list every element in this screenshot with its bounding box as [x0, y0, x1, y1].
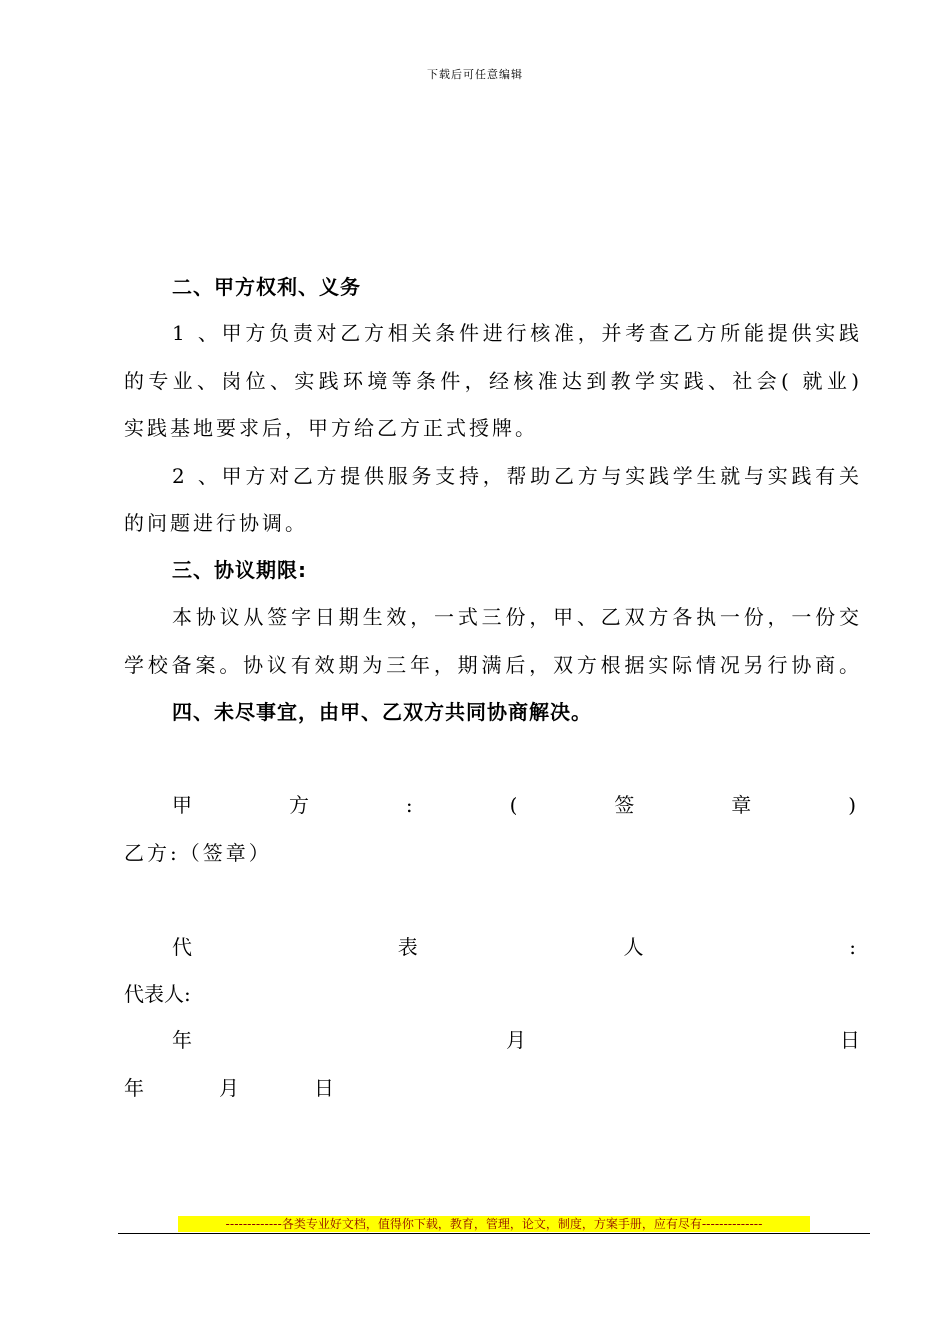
sig-char: 甲 [172, 793, 192, 817]
footer-banner: -------------各类专业好文档，值得你下载，教育，管理，论文，制度，方案手册，应有尽有-------------- [178, 1216, 810, 1232]
paragraph-line: 学校备案。协议有效期为三年，期满后，双方根据实际情况另行协商。 [124, 653, 862, 677]
rep-char: 表 [397, 935, 418, 959]
paragraph-line: 2 、甲方对乙方提供服务支持，帮助乙方与实践学生就与实践有关 [172, 464, 862, 488]
section-heading-other: 四、未尽事宜，由甲、乙双方共同协商解决。 [172, 700, 592, 724]
section-heading-rights: 二、甲方权利、义务 [172, 275, 361, 299]
paragraph-line: 的专业、岗位、实践环境等条件，经核准达到教学实践、社会( 就业) [124, 369, 862, 393]
date-char: 日 [314, 1076, 334, 1100]
date-a-row [172, 1026, 860, 1054]
sig-char: 方 [288, 793, 309, 817]
rep-a-row [172, 933, 856, 961]
sig-char: 章 [731, 793, 752, 817]
date-char: 年 [124, 1076, 144, 1100]
rep-b: 代表人: [124, 982, 191, 1006]
date-b-row [124, 1074, 334, 1102]
paragraph-line: 的问题进行协调。 [124, 511, 308, 535]
sig-char: 签 [614, 793, 635, 817]
date-char: 日 [840, 1028, 860, 1052]
page-header: 下载后可任意编辑 [427, 68, 523, 81]
date-char: 月 [506, 1028, 526, 1052]
section-heading-term: 三、协议期限: [172, 558, 307, 582]
footer-divider [118, 1233, 870, 1234]
paragraph-line: 实践基地要求后，甲方给乙方正式授牌。 [124, 416, 538, 440]
date-char: 月 [219, 1076, 239, 1100]
rep-char: 人 [623, 935, 644, 959]
rep-char: : [849, 935, 856, 959]
paragraph-line: 本协议从签字日期生效，一式三份，甲、乙双方各执一份，一份交 [172, 605, 862, 629]
paragraph-line: 1 、甲方负责对乙方相关条件进行核准，并考查乙方所能提供实践 [172, 321, 862, 345]
rep-char: 代 [172, 935, 192, 959]
date-char: 年 [172, 1028, 192, 1052]
party-a-signature-row [172, 791, 856, 819]
party-b-signature: 乙方:（签章） [124, 841, 272, 865]
sig-char: ( [509, 793, 518, 817]
sig-char: : [405, 793, 413, 817]
sig-char: ) [848, 793, 856, 817]
